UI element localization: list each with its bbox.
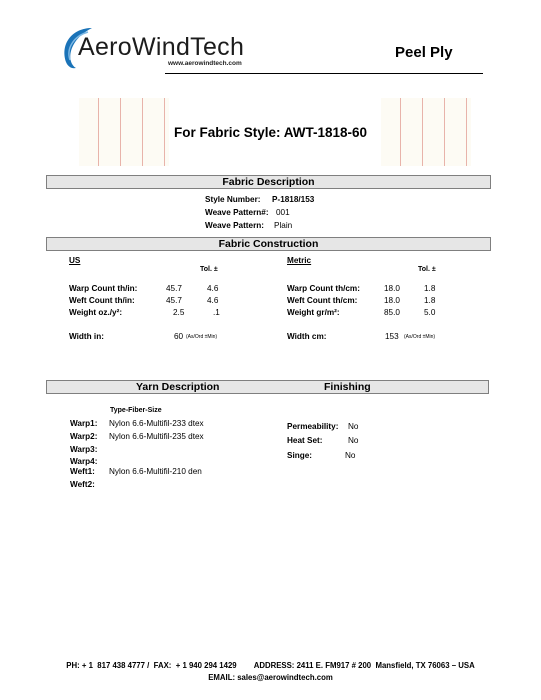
footer-email[interactable]: EMAIL: sales@aerowindtech.com [208, 673, 333, 682]
yarn-finishing-header [46, 380, 489, 394]
metric-weight-tol: 5.0 [424, 308, 436, 317]
permeability-value: No [348, 422, 359, 431]
metric-width-note: (As/Ord ±Min) [404, 334, 436, 340]
weave-pattern-value: Plain [274, 221, 293, 230]
warp2-value: Nylon 6.6-Multifil-235 dtex [109, 432, 204, 441]
warp1-label: Warp1: [70, 419, 98, 428]
metric-warp-count-label: Warp Count th/cm: [287, 284, 360, 293]
us-weight-label: Weight oz./y²: [69, 308, 123, 317]
us-width-label: Width in: [69, 332, 104, 341]
warp3-label: Warp3: [70, 445, 98, 454]
metric-weft-count-value: 18.0 [384, 296, 400, 305]
singe-value: No [345, 451, 356, 460]
warp4-label: Warp4: [70, 457, 98, 466]
weave-pattern-number-label: Weave Pattern#: [205, 208, 269, 217]
yarn-description-heading: Yarn Description [136, 381, 220, 393]
metric-warp-count-value: 18.0 [384, 284, 400, 293]
style-number-value: P-1818/153 [272, 195, 315, 204]
us-width-value: 60 [174, 332, 184, 341]
fabric-construction-header: Fabric Construction [46, 237, 491, 251]
us-weft-count-value: 45.7 [166, 296, 182, 305]
us-weight-tol: .1 [213, 308, 220, 317]
metric-weft-count-label: Weft Count th/cm: [287, 296, 358, 305]
us-weft-count-tol: 4.6 [207, 296, 219, 305]
us-warp-count-label: Warp Count th/in: [69, 284, 138, 293]
metric-width-label: Width cm: [287, 332, 327, 341]
metric-width-value: 153 [385, 332, 399, 341]
heat-set-label: Heat Set: [287, 436, 323, 445]
heat-set-value: No [348, 436, 359, 445]
footer-contact: PH: + 1 817 438 4777 / FAX: + 1 940 294 1429 ADDRESS: 2411 E. FM917 # 200 Mansfield, TX 76063 – USA [66, 661, 475, 670]
us-heading: US [69, 256, 81, 265]
warp2-label: Warp2: [70, 432, 98, 441]
metric-heading: Metric [287, 256, 312, 265]
fabric-description-header: Fabric Description [46, 175, 491, 189]
metric-weight-value: 85.0 [384, 308, 400, 317]
logo-wordmark: AeroWindTech [78, 33, 245, 61]
style-number-label: Style Number: [205, 195, 261, 204]
warp1-value: Nylon 6.6-Multifil-233 dtex [109, 419, 204, 428]
us-weight-value: 2.5 [173, 308, 185, 317]
weave-pattern-number-value: 001 [276, 208, 290, 217]
us-warp-count-tol: 4.6 [207, 284, 219, 293]
us-weft-count-label: Weft Count th/in: [69, 296, 135, 305]
page-title: For Fabric Style: AWT-1818-60 [173, 125, 368, 140]
header-divider [165, 73, 483, 74]
logo-url[interactable]: www.aerowindtech.com [168, 60, 242, 67]
us-width-note: (As/Ord ±Min) [186, 334, 218, 340]
metric-weight-label: Weight gr/m²: [287, 308, 340, 317]
us-warp-count-value: 45.7 [166, 284, 182, 293]
weave-pattern-label: Weave Pattern: [205, 221, 265, 230]
metric-tolerance-label: Tol. ± [418, 266, 436, 273]
product-name: Peel Ply [395, 44, 453, 61]
metric-weft-count-tol: 1.8 [424, 296, 436, 305]
us-tolerance-label: Tol. ± [200, 266, 218, 273]
weft2-label: Weft2: [70, 480, 95, 489]
weft1-label: Weft1: [70, 467, 95, 476]
yarn-subheading: Type-Fiber-Size [110, 407, 162, 414]
finishing-heading: Finishing [324, 381, 371, 393]
permeability-label: Permeability: [287, 422, 339, 431]
metric-warp-count-tol: 1.8 [424, 284, 436, 293]
singe-label: Singe: [287, 451, 313, 460]
weft1-value: Nylon 6.6-Multifil-210 den [109, 467, 202, 476]
